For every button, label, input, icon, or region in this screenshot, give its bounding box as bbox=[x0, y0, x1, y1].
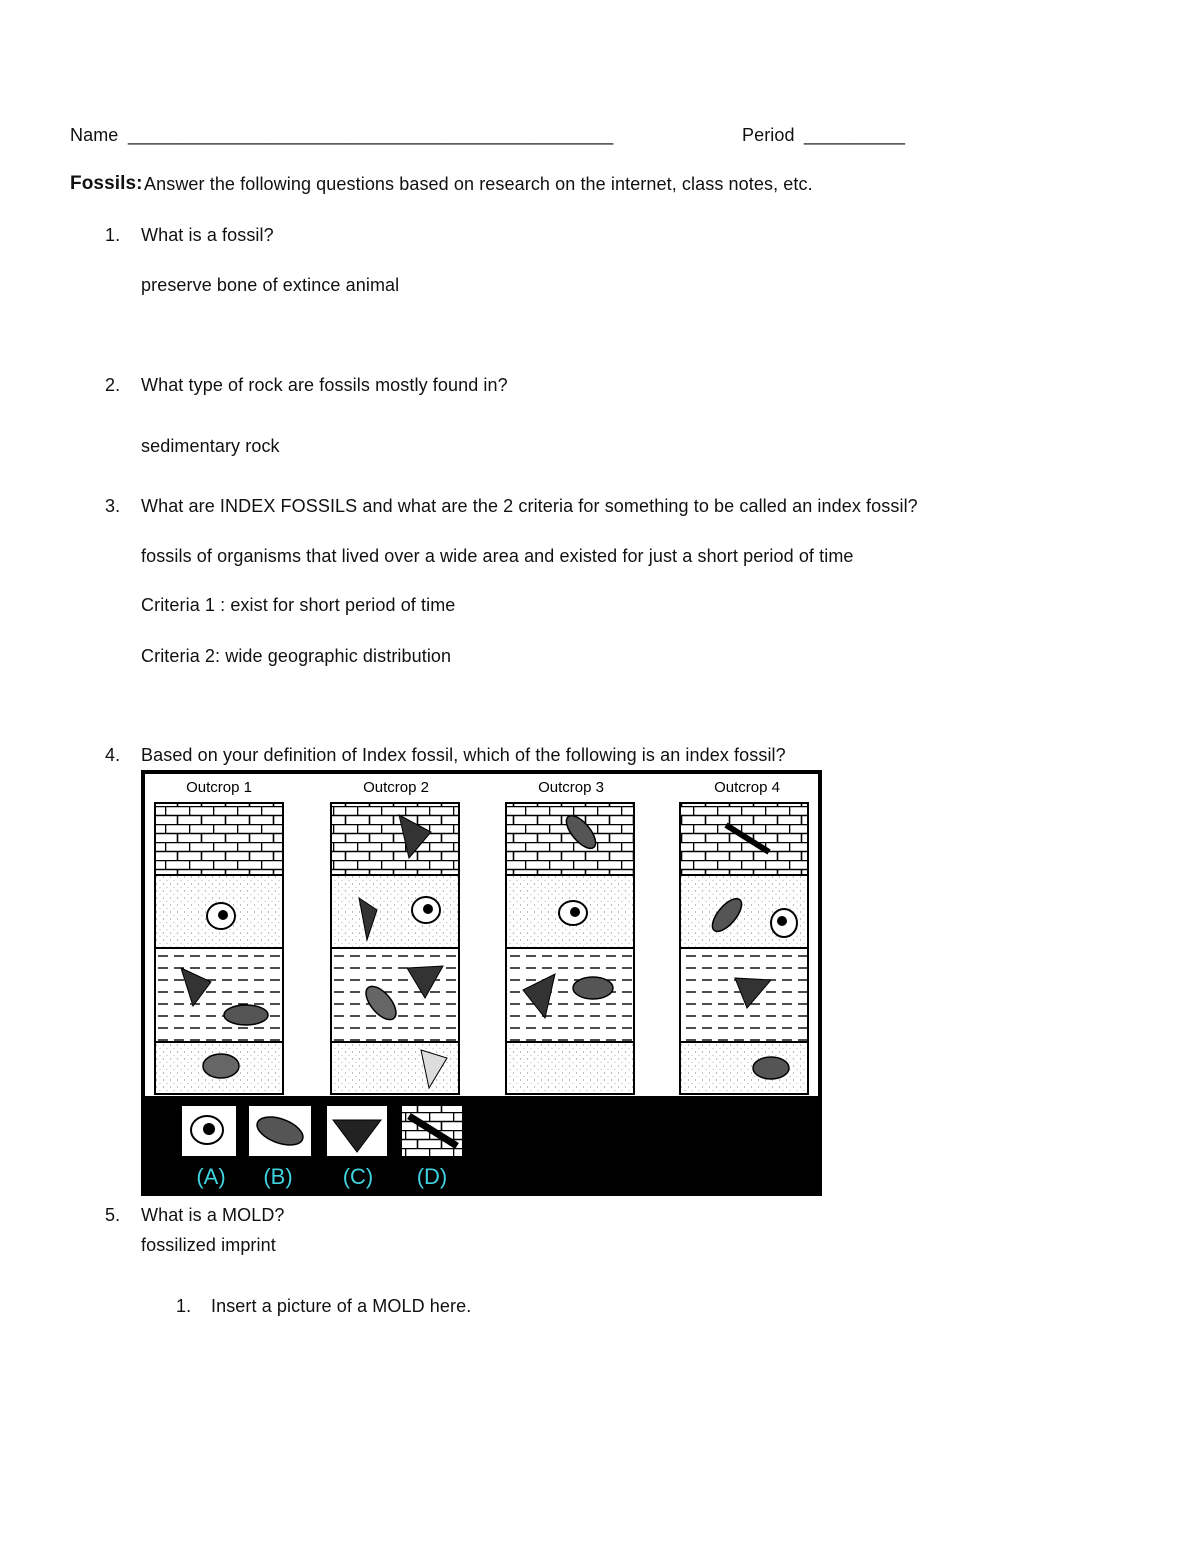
question-text: What is a fossil? bbox=[141, 225, 274, 245]
question-number: 2. bbox=[105, 375, 121, 395]
question-number: 1. bbox=[105, 225, 121, 245]
subitem-text: Insert a picture of a MOLD here. bbox=[211, 1296, 472, 1316]
choice-label-d: (D) bbox=[416, 1164, 448, 1189]
subitem-number: 1. bbox=[176, 1296, 192, 1316]
choice-tile-d[interactable] bbox=[402, 1106, 462, 1156]
choice-label-b: (B) bbox=[263, 1164, 293, 1189]
trilobite-fossil-icon bbox=[224, 1005, 268, 1025]
question-number: 4. bbox=[105, 745, 121, 765]
choice-tile-c[interactable] bbox=[327, 1106, 387, 1156]
shell-fossil-icon bbox=[771, 909, 797, 937]
instructions: Answer the following questions based on research on the internet, class notes, etc. bbox=[144, 174, 813, 194]
answer-text: sedimentary rock bbox=[141, 436, 280, 456]
period-label: Period bbox=[742, 125, 795, 145]
outcrop-label: Outcrop 2 bbox=[363, 779, 429, 796]
shell-fossil-icon bbox=[207, 903, 235, 929]
question-number: 5. bbox=[105, 1205, 121, 1225]
answer-text: fossils of organisms that lived over a wide area and existed for just a short period of time bbox=[141, 546, 854, 566]
answer-text: Criteria 1 : exist for short period of time bbox=[141, 595, 456, 615]
choice-label-c: (C) bbox=[342, 1164, 374, 1189]
question-text: What are INDEX FOSSILS and what are the 2 criteria for something to be called an index fossil? bbox=[141, 496, 918, 516]
answer-text: preserve bone of extince animal bbox=[141, 275, 400, 295]
outcrop-column bbox=[680, 803, 808, 1094]
question-text: What type of rock are fossils mostly found in? bbox=[141, 375, 508, 395]
outcrop-column bbox=[331, 803, 459, 1094]
choice-tile-a[interactable] bbox=[182, 1106, 236, 1156]
name-blank[interactable]: ________________________________________________ bbox=[128, 125, 614, 145]
answer-text: Criteria 2: wide geographic distribution bbox=[141, 646, 452, 666]
choice-tile-b[interactable] bbox=[249, 1106, 311, 1156]
outcrop-label: Outcrop 1 bbox=[186, 779, 252, 796]
outcrop-figure bbox=[141, 770, 822, 1196]
trilobite-fossil-icon bbox=[203, 1054, 239, 1078]
name-label: Name bbox=[70, 125, 119, 145]
shell-fossil-icon bbox=[412, 897, 440, 923]
shell-fossil-icon bbox=[559, 901, 587, 925]
outcrop-column bbox=[506, 803, 634, 1094]
answer-text: fossilized imprint bbox=[141, 1235, 276, 1255]
outcrop-column bbox=[155, 803, 283, 1094]
outcrop-label: Outcrop 3 bbox=[538, 779, 604, 796]
question-text: Based on your definition of Index fossil, which of the following is an index fossil? bbox=[141, 745, 786, 765]
trilobite-fossil-icon bbox=[753, 1057, 789, 1079]
outcrop-label: Outcrop 4 bbox=[714, 779, 780, 796]
question-text: What is a MOLD? bbox=[141, 1205, 285, 1225]
question-number: 3. bbox=[105, 496, 121, 516]
choice-label-a: (A) bbox=[196, 1164, 226, 1189]
period-blank[interactable]: __________ bbox=[804, 125, 906, 145]
trilobite-fossil-icon bbox=[573, 977, 613, 999]
section-heading: Fossils: bbox=[70, 173, 143, 194]
